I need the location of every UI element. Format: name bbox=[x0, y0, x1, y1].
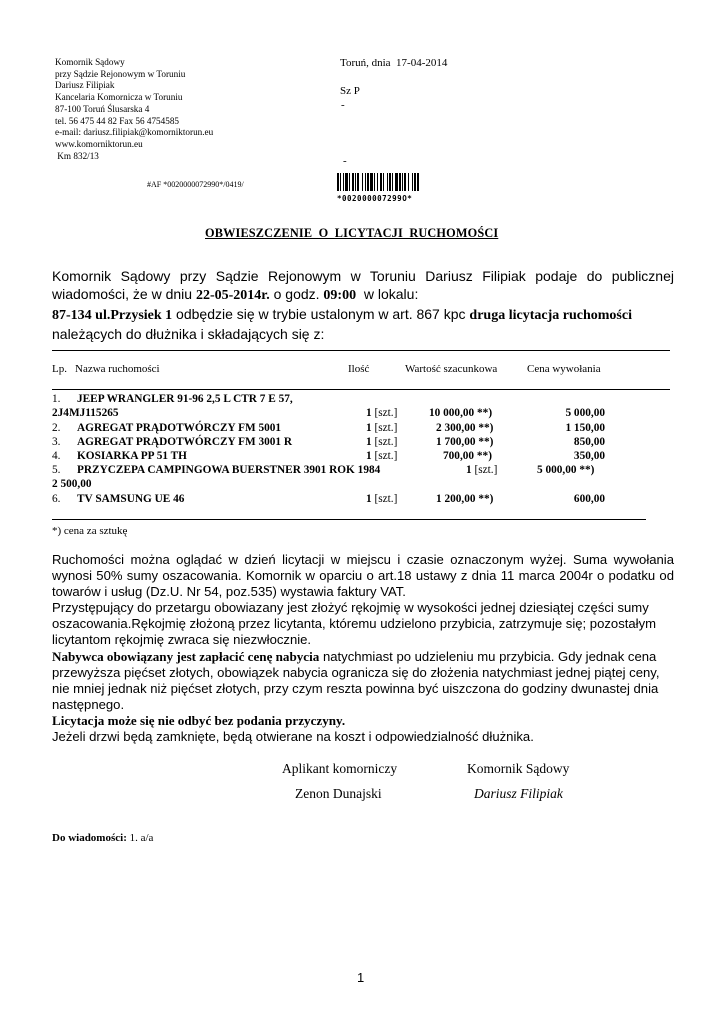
col-header-value: Wartość szacunkowa bbox=[405, 363, 498, 375]
distribution-label: Do wiadomości: bbox=[52, 832, 127, 844]
col-header-lp: Lp. bbox=[52, 363, 67, 375]
col-header-qty: Ilość bbox=[348, 363, 370, 375]
row-qty: 1 [szt.] bbox=[366, 436, 398, 448]
row-lp: 2. bbox=[52, 422, 61, 434]
header-line: 87-100 Toruń Ślusarska 4 bbox=[55, 103, 150, 114]
auction-date: 22-05-2014r. bbox=[195, 288, 270, 303]
recipient-mark: - bbox=[341, 99, 345, 111]
row-lp: 4. bbox=[52, 450, 61, 462]
row-value: 2 300,00 **) bbox=[436, 422, 494, 434]
footnote: *) cena za sztukę bbox=[52, 525, 128, 537]
terms-paragraph: Jeżeli drzwi będą zamknięte, będą otwierane na koszt i odpowiedzialność dłużnika. bbox=[52, 729, 534, 745]
row-name: JEEP WRANGLER 91-96 2,5 L CTR 7 E 57, bbox=[77, 393, 293, 405]
row-name: AGREGAT PRĄDOTWÓRCZY FM 5001 bbox=[77, 422, 282, 434]
header-line: www.komorniktorun.eu bbox=[55, 138, 143, 149]
intro-text-b: o godz. bbox=[269, 286, 324, 302]
row-price: 850,00 bbox=[573, 436, 605, 448]
header-line: przy Sądzie Rejonowym w Toruniu bbox=[55, 68, 186, 79]
header-line: Km 832/13 bbox=[55, 150, 99, 161]
terms-paragraph: natychmiast po udzieleniu mu przybicia. Gdy jednak cena przewyższa pięćset złotych, obowiązek nabycia ogranicza się do złożenia natychmiast jednej piątej ceny, nie mniej jednak niż pięćset złotych, przy czym reszta powinna być uiszczona do godziny dwunastej dnia następnego. bbox=[52, 648, 660, 712]
distribution-value: 1. a/a bbox=[126, 832, 154, 844]
header-line: Kancelaria Komornicza w Toruniu bbox=[55, 92, 183, 103]
row-value: 1 700,00 **) bbox=[436, 436, 494, 448]
intro-text-c: w lokalu: bbox=[356, 286, 419, 302]
row-name: TV SAMSUNG UE 46 bbox=[77, 493, 185, 505]
recipient-mark-2: - bbox=[343, 155, 347, 167]
document-title: OBWIESZCZENIE O LICYTACJI RUCHOMOŚCI bbox=[205, 226, 499, 240]
divider bbox=[52, 350, 670, 351]
place-date: Toruń, dnia 17-04-2014 bbox=[340, 57, 448, 69]
terms-paragraph: Ruchomości można oglądać w dzień licytacji w miejscu i czasie oznaczonym wyżej. Suma wywołania wynosi 50% sumy oszacowania. Komornik w oparciu o art.18 ustawy z dnia 11 marca 2004r o podatku od towarów i usług (Dz.U. Nr 54, poz.535) wystawia faktury VAT. bbox=[52, 552, 674, 600]
auction-address: 87-134 ul.Przysiek 1 bbox=[52, 308, 173, 323]
intro-text bbox=[52, 267, 674, 343]
row-qty: 1 [szt.] bbox=[366, 422, 398, 434]
sender-header bbox=[55, 57, 213, 162]
document-code: #AF *0020000072990*/0419/ bbox=[147, 180, 244, 189]
header-line: e-mail: dariusz.filipiak@komorniktorun.eu bbox=[55, 127, 214, 138]
row-qty: 1 [szt.] bbox=[366, 493, 398, 505]
row-lp: 6. bbox=[52, 493, 61, 505]
signature-left-title: Aplikant komorniczy bbox=[282, 761, 398, 776]
col-header-name: Nazwa ruchomości bbox=[75, 363, 160, 375]
row-name: PRZYCZEPA CAMPINGOWA BUERSTNER 3901 ROK 1984 bbox=[77, 464, 381, 476]
row-value: 700,00 **) bbox=[443, 450, 492, 462]
row-lp: 5. bbox=[52, 464, 61, 476]
row-qty: 1 [szt.] bbox=[366, 407, 398, 419]
row-price: 1 150,00 bbox=[565, 422, 605, 434]
header-line: tel. 56 475 44 82 Fax 56 4754585 bbox=[55, 115, 180, 126]
signature-left-name: Zenon Dunajski bbox=[295, 786, 382, 801]
intro-text-a: Komornik Sądowy przy Sądzie Rejonowym w Toruniu Dariusz Filipiak podaje do publicznej wiadomości, że w dniu bbox=[52, 268, 674, 302]
row-qty: 1 [szt.] bbox=[466, 464, 498, 476]
row-value: 1 200,00 **) bbox=[436, 493, 494, 505]
divider bbox=[52, 389, 670, 390]
row-qty: 1 [szt.] bbox=[366, 450, 398, 462]
recipient-label: Sz P bbox=[340, 85, 360, 97]
row-name-cont: 2J4MJ115265 bbox=[52, 407, 119, 419]
row-price: 2 500,00 bbox=[52, 478, 92, 490]
row-lp: 1. bbox=[52, 393, 61, 405]
row-value: 5 000,00 **) bbox=[537, 464, 595, 476]
header-line: Dariusz Filipiak bbox=[55, 80, 115, 91]
divider bbox=[52, 519, 646, 520]
barcode-image bbox=[337, 173, 445, 191]
barcode bbox=[337, 173, 445, 203]
terms-bold: Licytacja może się nie odbyć bez podania przyczyny. bbox=[52, 712, 346, 728]
terms-bold: Nabywca obowiązany jest zapłacić cenę nabycia bbox=[52, 648, 320, 664]
row-price: 5 000,00 bbox=[565, 407, 605, 419]
row-price: 600,00 bbox=[573, 493, 605, 505]
auction-type: druga licytacja ruchomości bbox=[469, 308, 632, 323]
intro-text-d: odbędzie się w trybie ustalonym w art. 867 kpc bbox=[172, 306, 470, 322]
row-lp: 3. bbox=[52, 436, 61, 448]
distribution-note bbox=[52, 832, 153, 844]
col-header-price: Cena wywołania bbox=[527, 363, 601, 375]
page-number: 1 bbox=[357, 970, 365, 985]
row-price: 350,00 bbox=[573, 450, 605, 462]
auction-time: 09:00 bbox=[323, 288, 357, 303]
header-line: Komornik Sądowy bbox=[55, 57, 125, 67]
terms-paragraph: Przystępujący do przetargu obowiazany jest złożyć rękojmię w wysokości jednej dziesiątej części sumy oszacowania.Rękojmię złożoną przez licytanta, któremu udzielono przybicia, zatrzymuje się; pozostałym licytantom rękojmię zwraca się niezwłocznie. bbox=[52, 600, 657, 648]
barcode-text: *002000007299O* bbox=[337, 194, 413, 203]
row-name: KOSIARKA PP 51 TH bbox=[77, 450, 187, 462]
signature-right-title: Komornik Sądowy bbox=[467, 761, 570, 776]
signature-right-name: Dariusz Filipiak bbox=[474, 786, 563, 801]
intro-text-e: należących do dłużnika i składających się z: bbox=[52, 326, 325, 342]
terms-text bbox=[52, 552, 674, 745]
row-name: AGREGAT PRĄDOTWÓRCZY FM 3001 R bbox=[77, 436, 293, 448]
row-value: 10 000,00 **) bbox=[429, 407, 493, 419]
